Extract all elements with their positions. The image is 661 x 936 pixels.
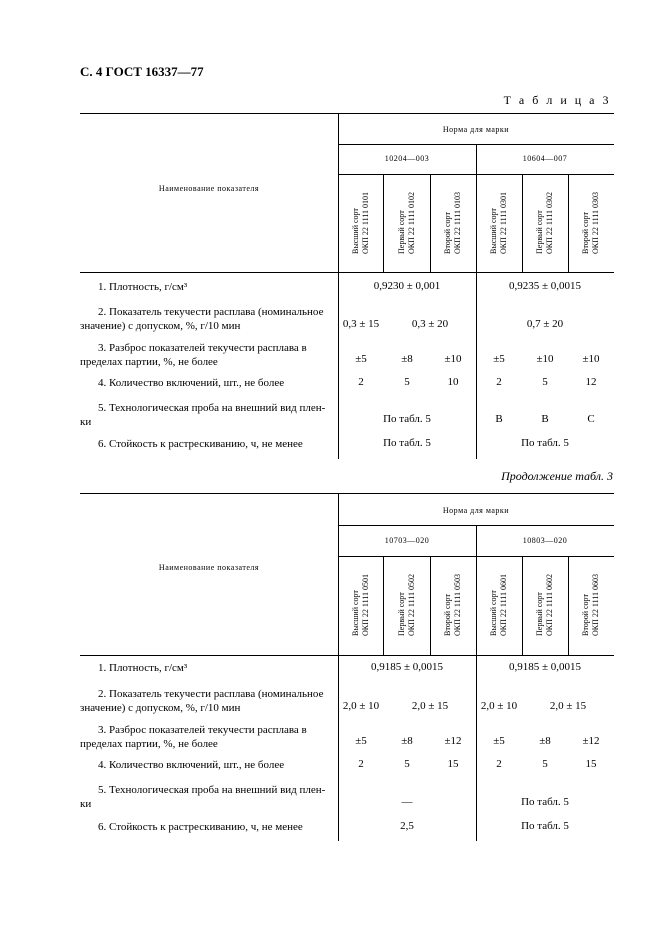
grade-header: Первый сорт ОКП 22 1111 0502 <box>397 574 416 636</box>
table-cell: 5 <box>404 758 410 770</box>
norm-header: Норма для марки <box>442 125 510 134</box>
table-cell: 0,3 ± 15 <box>342 318 380 330</box>
table-cell: В <box>541 413 549 425</box>
row-label: 2. Показатель текучести расплава (номинальное значение) с допуском, %, г/10 мин <box>80 306 324 332</box>
table-cell: 5 <box>542 376 548 388</box>
table-cell: 2,0 ± 10 <box>342 700 380 712</box>
row-label: 4. Количество включений, шт., не более <box>98 759 285 771</box>
table-cell: 5 <box>404 376 410 388</box>
table-cell: ±12 <box>444 735 462 747</box>
norm-header: Норма для марки <box>442 506 510 515</box>
table-cell: 12 <box>585 376 597 388</box>
grade-header: Второй сорт ОКП 22 1111 0603 <box>581 574 600 636</box>
row-label: 3. Разброс показателей текучести расплава в пределах партии, %, не более <box>80 724 307 750</box>
grade-header: Первый сорт ОКП 22 1111 0102 <box>397 192 416 254</box>
table-cell: 15 <box>447 758 459 770</box>
table-cell: По табл. 5 <box>383 413 431 425</box>
column-header: Наименование показателя <box>158 184 260 193</box>
table-cell: 0,3 ± 20 <box>411 318 449 330</box>
table-cell: ±12 <box>582 735 600 747</box>
table-cell: ±8 <box>401 735 413 747</box>
table-cell: 0,7 ± 20 <box>526 318 564 330</box>
mark-header: 10703—020 <box>384 536 430 545</box>
continuation-label: Продолжение табл. 3 <box>501 469 613 483</box>
grade-header: Второй сорт ОКП 22 1111 0103 <box>443 192 462 254</box>
table-cell: 2,0 ± 15 <box>549 700 587 712</box>
grade-header: Высший сорт ОКП 22 1111 0301 <box>489 192 508 254</box>
table-cell: 2,5 <box>400 820 414 832</box>
table-cell: ±5 <box>355 353 367 365</box>
table-cell: 2 <box>496 758 502 770</box>
table-cell: 2 <box>358 376 364 388</box>
grade-header: Первый сорт ОКП 22 1111 0302 <box>535 192 554 254</box>
grade-header: Высший сорт ОКП 22 1111 0601 <box>489 574 508 636</box>
mark-header: 10803—020 <box>522 536 568 545</box>
table-cell: — <box>401 796 413 808</box>
row-label: 6. Стойкость к растрескиванию, ч, не менее <box>98 821 303 833</box>
row-label: 5. Технологическая проба на внешний вид плен- ки <box>80 402 326 428</box>
row-label: 5. Технологическая проба на внешний вид плен- ки <box>80 784 326 810</box>
row-label: 3. Разброс показателей текучести расплава в пределах партии, %, не более <box>80 342 307 368</box>
table-cell: 2,0 ± 15 <box>411 700 449 712</box>
grade-header: Высший сорт ОКП 22 1111 0101 <box>351 192 370 254</box>
table-cell: 15 <box>585 758 597 770</box>
table-cell: ±10 <box>536 353 554 365</box>
column-header: Наименование показателя <box>158 563 260 572</box>
table-cell: В <box>495 413 503 425</box>
table-cell: ±8 <box>401 353 413 365</box>
row-label: 1. Плотность, г/см³ <box>98 662 188 674</box>
row-label: 2. Показатель текучести расплава (номинальное значение) с допуском, %, г/10 мин <box>80 688 324 714</box>
table-label: Т а б л и ц а 3 <box>503 93 611 107</box>
grade-header: Первый сорт ОКП 22 1111 0602 <box>535 574 554 636</box>
table-cell: По табл. 5 <box>521 820 569 832</box>
table-cell: ±10 <box>582 353 600 365</box>
grade-header: Второй сорт ОКП 22 1111 0303 <box>581 192 600 254</box>
table-cell: 0,9230 ± 0,001 <box>373 280 441 292</box>
table-cell: По табл. 5 <box>521 437 569 449</box>
grade-header: Высший сорт ОКП 22 1111 0501 <box>351 574 370 636</box>
page-header: С. 4 ГОСТ 16337—77 <box>80 64 204 79</box>
table-cell: ±5 <box>493 353 505 365</box>
table-cell: 10 <box>447 376 459 388</box>
table-cell: 0,9185 ± 0,0015 <box>508 661 582 673</box>
table-cell: 0,9185 ± 0,0015 <box>370 661 444 673</box>
row-label: 4. Количество включений, шт., не более <box>98 377 285 389</box>
table-cell: По табл. 5 <box>383 437 431 449</box>
table-cell: С <box>587 413 595 425</box>
table-cell: По табл. 5 <box>521 796 569 808</box>
grade-header: Второй сорт ОКП 22 1111 0503 <box>443 574 462 636</box>
table-cell: 2 <box>358 758 364 770</box>
row-label: 1. Плотность, г/см³ <box>98 281 188 293</box>
table-cell: 2 <box>496 376 502 388</box>
mark-header: 10604—007 <box>522 154 568 163</box>
table-cell: ±8 <box>539 735 551 747</box>
table-cell: ±5 <box>355 735 367 747</box>
table-cell: ±5 <box>493 735 505 747</box>
table-cell: ±10 <box>444 353 462 365</box>
row-label: 6. Стойкость к растрескиванию, ч, не менее <box>98 438 303 450</box>
table-cell: 2,0 ± 10 <box>480 700 518 712</box>
table-cell: 5 <box>542 758 548 770</box>
mark-header: 10204—003 <box>384 154 430 163</box>
table-cell: 0,9235 ± 0,0015 <box>508 280 582 292</box>
